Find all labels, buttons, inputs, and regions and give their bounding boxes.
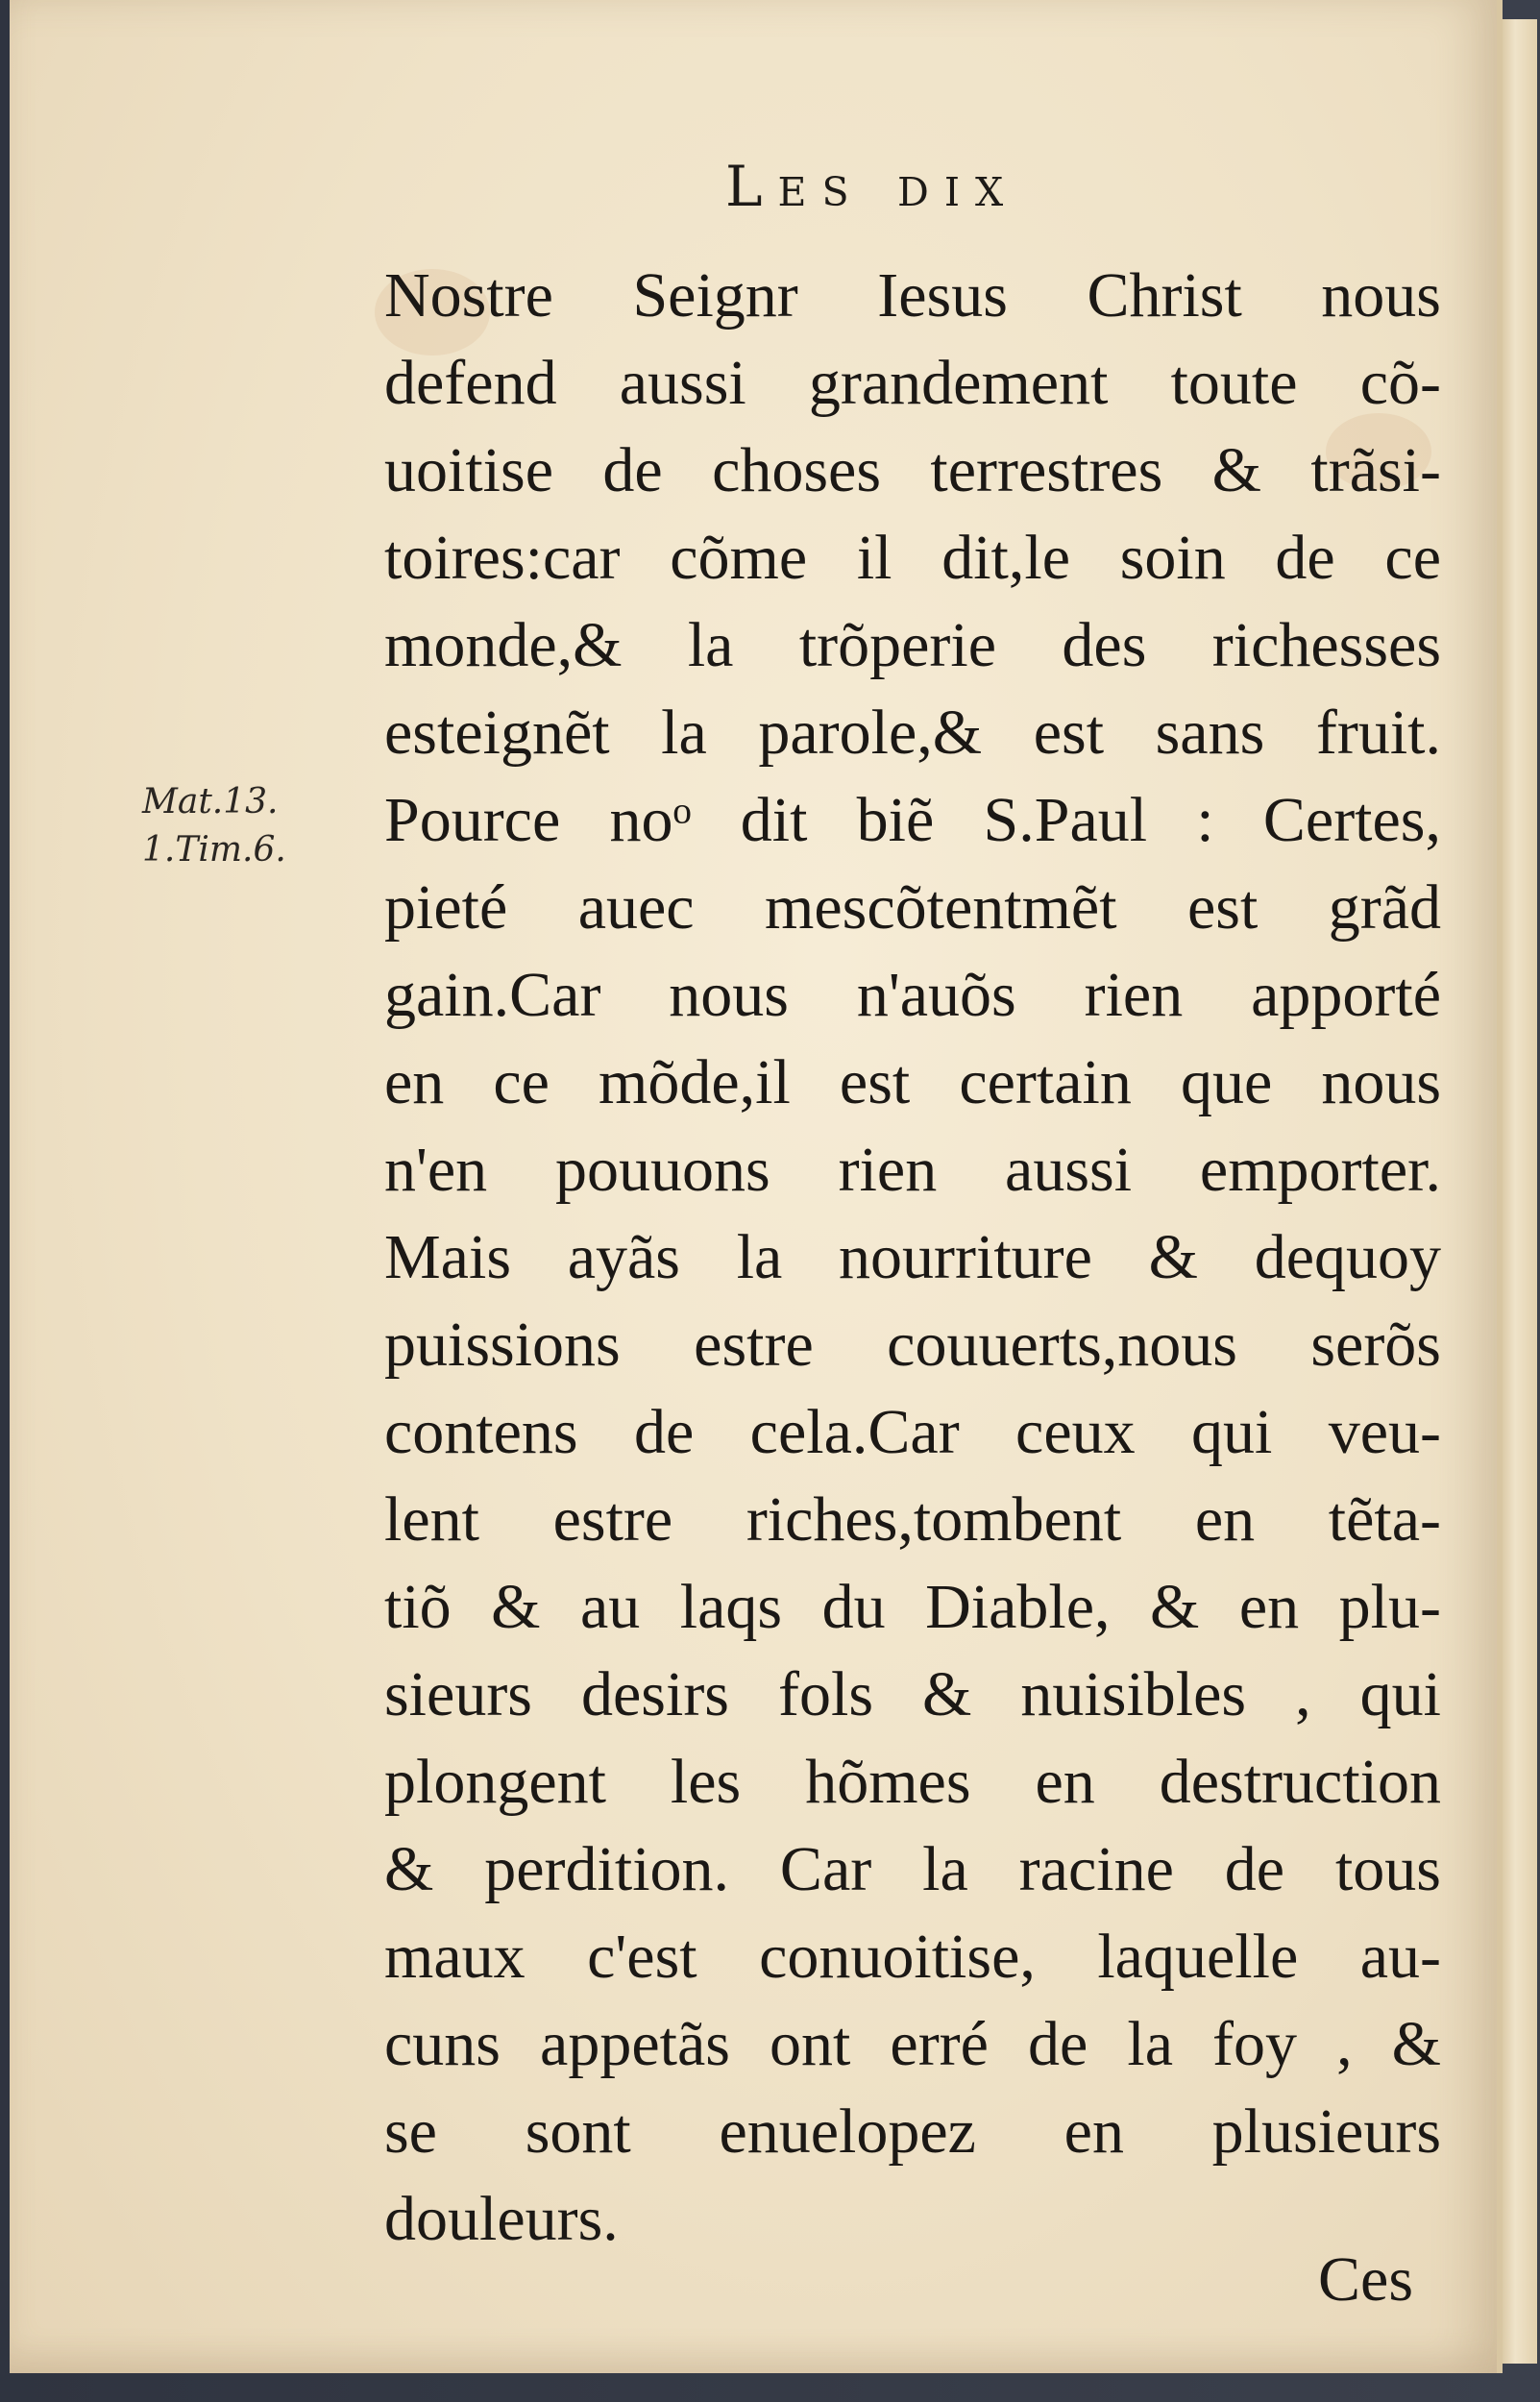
running-head: Les dix (725, 154, 1019, 219)
text-line: Pource noᵒ dit biẽ S.Paul : Certes, (384, 785, 1441, 855)
text-line: n'en pouuons rien aussi emporter. (384, 1135, 1441, 1205)
marginal-note-matthew: Mat.13. (142, 782, 279, 821)
text-line: pieté auec mescõtentmẽt est grãd (384, 872, 1441, 943)
text-line: uoitise de choses terrestres & trãsi- (384, 435, 1441, 505)
text-line: sieurs desirs fols & nuisibles , qui (384, 1659, 1441, 1729)
text-line: contens de cela.Car ceux qui veu- (384, 1397, 1441, 1467)
text-line: & perdition. Car la racine de tous (384, 1834, 1441, 1904)
book-page (10, 0, 1503, 2373)
catchword: Ces (1318, 2244, 1413, 2315)
text-line: monde,& la trõperie des richesses (384, 610, 1441, 680)
text-line: cuns appetãs ont erré de la foy , & (384, 2009, 1441, 2079)
marginal-note-timothy: 1.Tim.6. (142, 830, 286, 870)
text-line: esteignẽt la parole,& est sans fruit. (384, 698, 1441, 768)
text-line: douleurs. (384, 2184, 619, 2254)
text-line: plongent les hõmes en destruction (384, 1747, 1441, 1817)
text-line: puissions estre couuerts,nous serõs (384, 1310, 1441, 1380)
marginal-notes (142, 778, 363, 874)
text-line: Nostre Seignr Iesus Christ nous (384, 260, 1441, 331)
text-line: toires:car cõme il dit,le soin de ce (384, 523, 1441, 593)
text-line: en ce mõde,il est certain que nous (384, 1047, 1441, 1117)
text-line: defend aussi grandement toute cõ- (384, 348, 1441, 418)
next-page-edge (1499, 19, 1537, 2364)
text-line: tiõ & au laqs du Diable, & en plu- (384, 1572, 1441, 1642)
text-line: lent estre riches,tombent en tẽta- (384, 1484, 1441, 1555)
text-line: Mais ayãs la nourriture & dequoy (384, 1222, 1441, 1292)
text-line: se sont enuelopez en plusieurs (384, 2096, 1441, 2167)
text-line: maux c'est conuoitise, laquelle au- (384, 1922, 1441, 1992)
text-line: gain.Car nous n'auõs rien apporté (384, 960, 1441, 1030)
body-text (384, 252, 1441, 2263)
